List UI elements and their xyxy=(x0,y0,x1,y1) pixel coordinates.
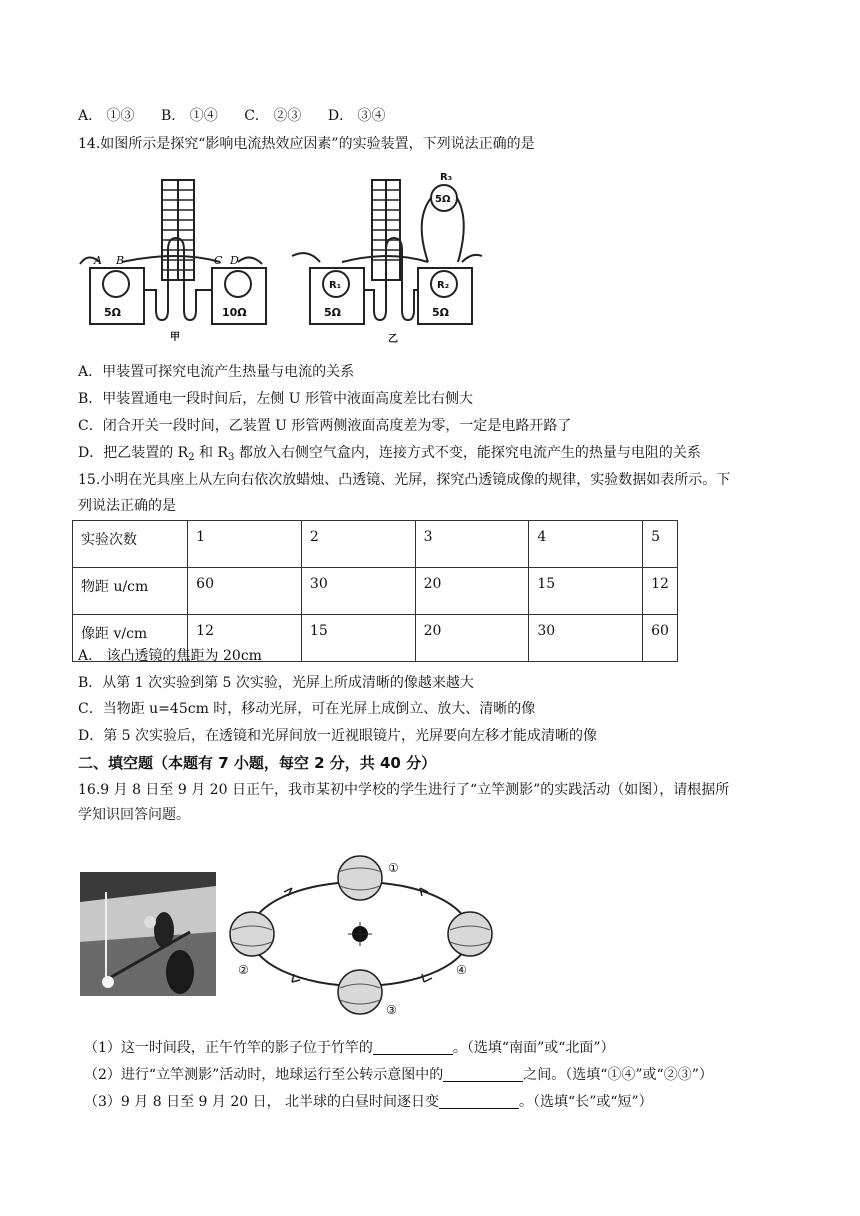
q15-stem-line2: 列说法正确的是 xyxy=(78,498,176,514)
answer-blank-1[interactable] xyxy=(373,1040,453,1055)
table-cell: 4 xyxy=(529,521,643,568)
yi-left-resistance: 5Ω xyxy=(324,306,342,319)
table-cell: 实验次数 xyxy=(73,521,188,568)
jia-label-a: A xyxy=(94,254,102,267)
jia-label-b: B xyxy=(116,254,125,267)
answer-blank-3[interactable] xyxy=(439,1094,519,1109)
table-cell: 60 xyxy=(643,615,678,662)
table-cell: 30 xyxy=(529,615,643,662)
jia-left-resistance: 5Ω xyxy=(104,306,122,319)
jia-right-resistor-coil xyxy=(225,271,251,297)
jia-right-resistance: 10Ω xyxy=(222,306,247,319)
q15-option-a: A． 该凸透镜的焦距为 20cm xyxy=(78,648,262,664)
yi-r1-label: R₁ xyxy=(329,280,342,291)
table-row xyxy=(73,521,678,568)
yi-r2-label: R₂ xyxy=(437,280,450,291)
table-cell: 15 xyxy=(301,615,415,662)
q14-option-c: C．闭合开关一段时间，乙装置 U 形管两侧液面高度差为零，一定是电路开路了 xyxy=(78,418,572,434)
q16-stem-line2: 学知识回答问题。 xyxy=(78,807,190,823)
q13-option-d: D． ③④ xyxy=(327,108,386,124)
q14-option-b: B．甲装置通电一段时间后，左侧 U 形管中液面高度差比右侧大 xyxy=(78,391,473,407)
table-cell: 20 xyxy=(415,615,529,662)
earth-orbit-diagram xyxy=(224,850,504,1026)
table-cell: 像距 v/cm xyxy=(73,615,188,662)
jia-left-resistor-coil xyxy=(103,271,129,297)
yi-top-resistance: 5Ω xyxy=(435,194,451,205)
earth-position-3 xyxy=(338,970,382,1014)
jia-label-d: D xyxy=(230,254,239,267)
q13-option-c: C． ②③ xyxy=(244,108,302,124)
earth-position-4 xyxy=(448,912,492,956)
q15-option-b: B．从第 1 次实验到第 5 次实验，光屏上所成清晰的像越来越大 xyxy=(78,675,474,691)
q14-figure xyxy=(78,160,498,350)
yi-caption: 乙 xyxy=(388,334,398,345)
table-cell: 2 xyxy=(301,521,415,568)
q13-options xyxy=(78,106,408,126)
q14-stem: 14.如图所示是探究“影响电流热效应因素”的实验装置，下列说法正确的是 xyxy=(78,136,535,152)
marker-4: ④ xyxy=(456,963,467,977)
earth-position-1 xyxy=(338,856,382,900)
q13-option-b: B． ①④ xyxy=(161,108,218,124)
table-cell: 60 xyxy=(188,568,302,615)
q16-sub2: （2）进行“立竿测影”活动时，地球运行至公转示意图中的 之间。（选填“①④”或“②③”） xyxy=(84,1067,713,1083)
jia-label-c: C xyxy=(214,254,223,267)
table-cell: 12 xyxy=(643,568,678,615)
yi-right-resistance: 5Ω xyxy=(432,306,450,319)
earth-position-2 xyxy=(230,912,274,956)
table-cell: 12 xyxy=(188,615,302,662)
q16-sub3: （3）9 月 8 日至 9 月 20 日， 北半球的白昼时间逐日变 。（选填“长”或“短”） xyxy=(84,1094,653,1110)
table-cell: 物距 u/cm xyxy=(73,568,188,615)
q15-option-d: D．第 5 次实验后，在透镜和光屏间放一近视眼镜片，光屏要向左移才能成清晰的像 xyxy=(78,728,598,744)
q14-option-a: A．甲装置可探究电流产生热量与电流的关系 xyxy=(78,364,355,380)
q15-stem-line1: 15.小明在光具座上从左向右依次放蜡烛、凸透镜、光屏，探究凸透镜成像的规律，实验数据如表所示。下 xyxy=(78,472,731,488)
table-cell: 15 xyxy=(529,568,643,615)
marker-1: ① xyxy=(388,861,399,875)
table-row xyxy=(73,568,678,615)
yi-r3-label: R₃ xyxy=(440,172,453,183)
table-cell: 30 xyxy=(301,568,415,615)
q16-sub1: （1）这一时间段，正午竹竿的影子位于竹竿的 。（选填“南面”或“北面”） xyxy=(84,1040,615,1056)
pole-shadow-photo xyxy=(80,872,216,996)
jia-caption: 甲 xyxy=(170,332,180,343)
answer-blank-2[interactable] xyxy=(443,1067,523,1082)
section-heading: 二、填空题（本题有 7 小题，每空 2 分，共 40 分） xyxy=(78,754,437,772)
marker-2: ② xyxy=(238,963,249,977)
marker-3: ③ xyxy=(386,1003,397,1017)
q14-option-d: D．把乙装置的 $R_2$ 和 $R_3$ 都放入右侧空气盒内，连接方式不变，能探究电流产生的热量与电阻的关系 xyxy=(78,445,701,463)
table-cell: 1 xyxy=(188,521,302,568)
table-cell: 5 xyxy=(643,521,678,568)
q15-option-c: C．当物距 u=45cm 时，移动光屏，可在光屏上成倒立、放大、清晰的像 xyxy=(78,701,536,717)
table-cell: 3 xyxy=(415,521,529,568)
q16-stem-line1: 16.9 月 8 日至 9 月 20 日正午，我市某初中学校的学生进行了“立竿测影”的实践活动（如图），请根据所 xyxy=(78,782,730,798)
table-cell: 20 xyxy=(415,568,529,615)
q13-option-a: A． ①③ xyxy=(78,108,135,124)
q15-data-table xyxy=(72,520,678,662)
